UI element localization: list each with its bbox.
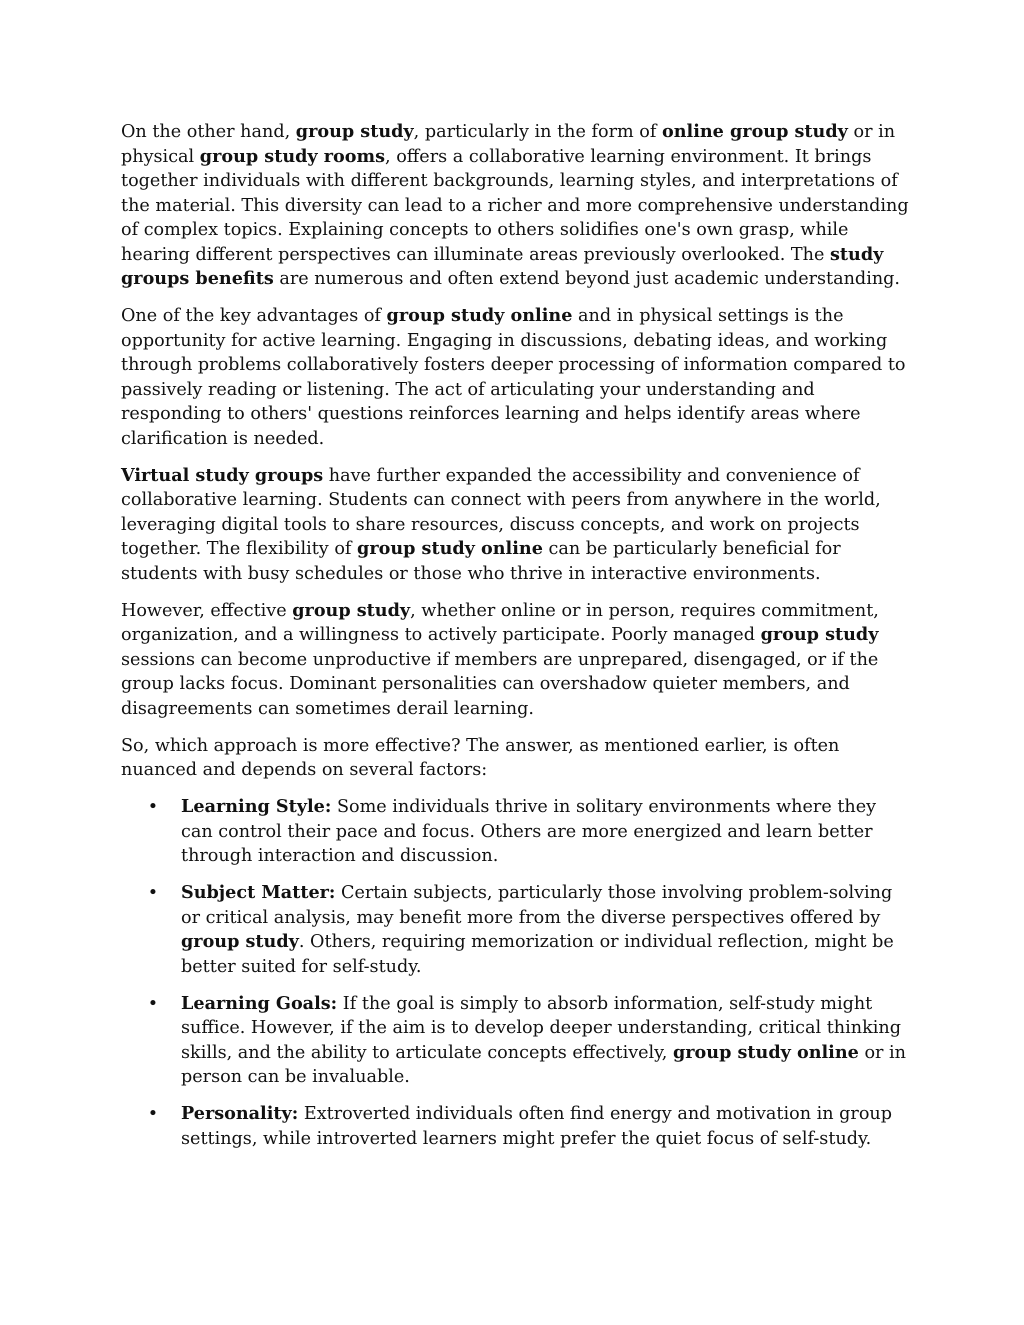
text-run: If the goal is simply to absorb information, self-study might suffice. However, if the aim is to develop deeper understanding, critical thinking skills, and the ability to articulate concepts effectively, — [181, 993, 901, 1063]
bold-keyword: group study online — [386, 305, 573, 326]
list-item-text — [181, 797, 876, 866]
text-run: , particularly in the form of — [413, 122, 662, 142]
text-run: or in person can be invaluable. — [181, 1042, 907, 1087]
text-run: can be particularly beneficial for students with busy schedules or those who thrive in interactive environments. — [121, 539, 841, 584]
paragraph — [121, 734, 911, 783]
text-run: , whether online or in person, requires commitment, organization, and a willingness to actively participate. Poorly managed — [121, 600, 879, 645]
text-run: sessions can become unproductive if members are unprepared, disengaged, or if the group lacks focus. Dominant personalities can overshadow quieter members, and disagreements can sometimes derail learning. — [121, 649, 879, 719]
text-run: So, which approach is more effective? The answer, as mentioned earlier, is often nuanced and depends on several factors: — [121, 735, 840, 780]
list-item — [121, 795, 911, 869]
bold-keyword: Subject Matter: — [181, 882, 336, 903]
list-item-text — [181, 883, 894, 977]
bold-keyword: study groups benefits — [121, 243, 884, 289]
list-item-text — [181, 994, 906, 1088]
text-run: Some individuals thrive in solitary environments where they can control their pace and focus. Others are more energized and learn better through interaction and discussion. — [181, 797, 877, 866]
bold-keyword: group study online — [357, 538, 543, 559]
paragraph — [121, 304, 911, 451]
bold-keyword: Learning Goals: — [181, 992, 338, 1014]
text-run: On the other hand, — [121, 122, 296, 142]
factors-list — [121, 795, 911, 1151]
bold-keyword: group study online — [672, 1041, 859, 1063]
text-run: Extroverted individuals often find energy and motivation in group settings, while introverted learners might prefer the quiet focus of self-study. — [181, 1104, 893, 1149]
text-run: are numerous and often extend beyond just academic understanding. — [273, 269, 901, 289]
text-run: , offers a collaborative learning environment. It brings together individuals with different backgrounds, learning styles, and interpretations of the material. This diversity can lead to a richer and more comprehensive understanding of complex topics. Explaining concepts to others solidifies one's own grasp, while hearing different perspectives can illuminate areas previously overlooked. The — [121, 146, 909, 265]
text-run: have further expanded the accessibility and convenience of collaborative learning. Students can connect with peers from anywhere in the world, leveraging digital tools to share resources, discuss concepts, and work on projects together. The flexibility of — [121, 465, 881, 559]
text-run: or in physical — [121, 122, 896, 167]
bold-keyword: group study — [760, 624, 879, 645]
paragraph — [121, 120, 911, 292]
list-item-text — [181, 1104, 892, 1149]
text-run: Certain subjects, particularly those involving problem-solving or critical analysis, may benefit more from the diverse perspectives offered by — [181, 883, 893, 928]
bold-keyword: Virtual study groups — [121, 464, 324, 486]
list-item — [121, 881, 911, 979]
bold-keyword: group study — [295, 121, 414, 142]
body-paragraphs — [121, 120, 911, 783]
text-run: One of the key advantages of — [121, 306, 387, 326]
bold-keyword: group study — [292, 599, 411, 621]
text-run: . Others, requiring memorization or individual reflection, might be better suited for self-study. — [181, 932, 894, 977]
bold-keyword: group study rooms — [199, 145, 386, 167]
bold-keyword: group study — [181, 931, 299, 952]
bold-keyword: online group study — [662, 121, 848, 142]
paragraph — [121, 599, 911, 722]
bold-keyword: Learning Style: — [181, 796, 332, 817]
document-page — [121, 120, 911, 1164]
bullet-icon: • — [147, 1104, 159, 1124]
bullet-icon: • — [147, 797, 159, 817]
text-run: However, effective — [121, 600, 293, 621]
list-item — [121, 992, 911, 1090]
text-run: and in physical settings is the opportunity for active learning. Engaging in discussions, debating ideas, and working through problems collaboratively fosters deeper processing of information compared to passively reading or listening. The act of articulating your understanding and responding to others' questions reinforces learning and helps identify areas where clarification is needed. — [121, 306, 906, 449]
paragraph — [121, 464, 911, 587]
bullet-icon: • — [147, 993, 159, 1014]
list-item — [121, 1102, 911, 1151]
bold-keyword: Personality: — [181, 1103, 299, 1124]
bullet-icon: • — [147, 883, 159, 903]
